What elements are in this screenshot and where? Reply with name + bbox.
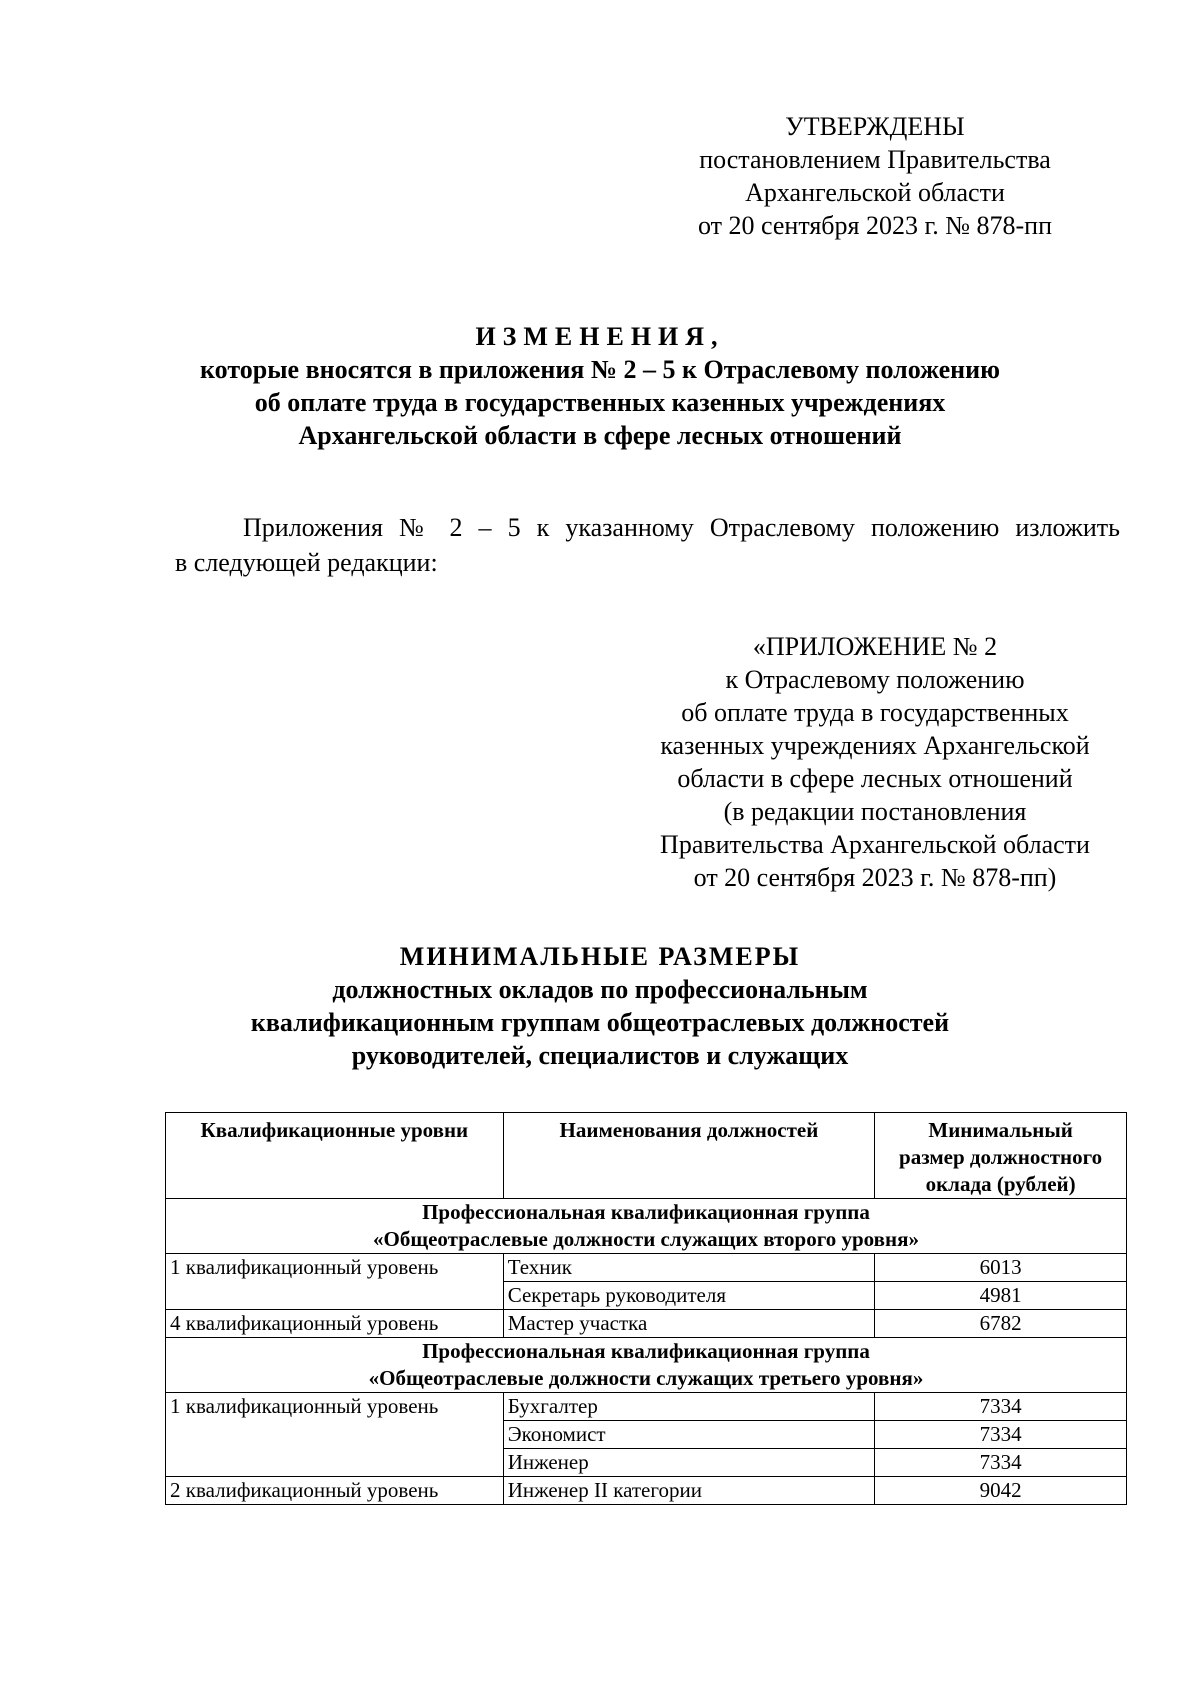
intro-line: Приложения № 2 – 5 к указанному Отраслевому положению изложить xyxy=(243,513,1120,542)
header-salary xyxy=(875,1113,1127,1199)
approval-stamp-block xyxy=(640,110,1110,242)
appendix-line: области в сфере лесных отношений xyxy=(677,764,1073,793)
approval-line: Архангельской области xyxy=(745,178,1005,207)
cell-salary: 9042 xyxy=(875,1477,1127,1505)
table-row xyxy=(166,1310,1127,1338)
group-title xyxy=(166,1338,1127,1393)
cell-level: 4 квалификационный уровень xyxy=(166,1310,504,1338)
cell-salary: 4981 xyxy=(875,1282,1127,1310)
cell-level: 1 квалификационный уровень xyxy=(166,1393,504,1477)
appendix-line: (в редакции постановления xyxy=(723,797,1027,826)
appendix-line: от 20 сентября 2023 г. № 878-пп) xyxy=(693,863,1057,892)
section-heading-line: должностных окладов по профессиональным xyxy=(332,975,868,1004)
group-row xyxy=(166,1338,1127,1393)
cell-salary: 6782 xyxy=(875,1310,1127,1338)
title-line: об оплате труда в государственных казенных учреждениях xyxy=(254,388,946,417)
title-line: Архангельской области в сфере лесных отношений xyxy=(298,421,902,450)
approval-date: от 20 сентября 2023 г. № 878-пп xyxy=(697,211,1053,240)
header-salary-line: размер должностного xyxy=(899,1145,1103,1169)
group-title xyxy=(166,1199,1127,1254)
cell-position: Мастер участка xyxy=(503,1310,875,1338)
section-heading-line: руководителей, специалистов и служащих xyxy=(351,1041,849,1070)
header-salary-line: Минимальный xyxy=(928,1118,1073,1142)
appendix-title: «ПРИЛОЖЕНИЕ № 2 xyxy=(752,632,998,661)
header-position: Наименования должностей xyxy=(503,1113,875,1199)
cell-position: Инженер II категории xyxy=(503,1477,875,1505)
group-title-line: Профессиональная квалификационная группа xyxy=(422,1200,870,1224)
appendix-line: к Отраслевому положению xyxy=(725,665,1025,694)
cell-salary: 7334 xyxy=(875,1449,1127,1477)
section-heading-line: квалификационным группам общеотраслевых должностей xyxy=(250,1008,950,1037)
document-title xyxy=(150,320,1050,452)
salary-table xyxy=(165,1112,1127,1505)
appendix-header xyxy=(630,630,1120,894)
appendix-line: казенных учреждениях Архангельской xyxy=(660,731,1090,760)
cell-position: Экономист xyxy=(503,1421,875,1449)
intro-paragraph xyxy=(175,510,1120,580)
group-title-line: «Общеотраслевые должности служащих третьего уровня» xyxy=(368,1366,924,1390)
intro-line: в следующей редакции: xyxy=(175,548,438,577)
title-line: которые вносятся в приложения № 2 – 5 к Отраслевому положению xyxy=(200,355,1000,384)
section-heading xyxy=(150,940,1050,1072)
approval-line: постановлением Правительства xyxy=(699,145,1051,174)
table-row xyxy=(166,1254,1127,1282)
cell-position: Инженер xyxy=(503,1449,875,1477)
group-title-line: «Общеотраслевые должности служащих второго уровня» xyxy=(373,1227,919,1251)
cell-position: Секретарь руководителя xyxy=(503,1282,875,1310)
group-row xyxy=(166,1199,1127,1254)
appendix-line: Правительства Архангельской области xyxy=(660,830,1090,859)
group-title-line: Профессиональная квалификационная группа xyxy=(422,1339,870,1363)
approval-heading: УТВЕРЖДЕНЫ xyxy=(785,112,965,141)
appendix-line: об оплате труда в государственных xyxy=(681,698,1069,727)
cell-salary: 7334 xyxy=(875,1393,1127,1421)
cell-level: 1 квалификационный уровень xyxy=(166,1254,504,1310)
title-main: ИЗМЕНЕНИЯ, xyxy=(475,322,725,351)
cell-salary: 7334 xyxy=(875,1421,1127,1449)
table-row xyxy=(166,1477,1127,1505)
cell-position: Бухгалтер xyxy=(503,1393,875,1421)
header-salary-line: оклада (рублей) xyxy=(925,1172,1076,1196)
cell-position: Техник xyxy=(503,1254,875,1282)
section-heading-main: МИНИМАЛЬНЫЕ РАЗМЕРЫ xyxy=(399,942,801,971)
table-header-row xyxy=(166,1113,1127,1199)
header-level: Квалификационные уровни xyxy=(166,1113,504,1199)
table-row xyxy=(166,1393,1127,1421)
cell-salary: 6013 xyxy=(875,1254,1127,1282)
cell-level: 2 квалификационный уровень xyxy=(166,1477,504,1505)
